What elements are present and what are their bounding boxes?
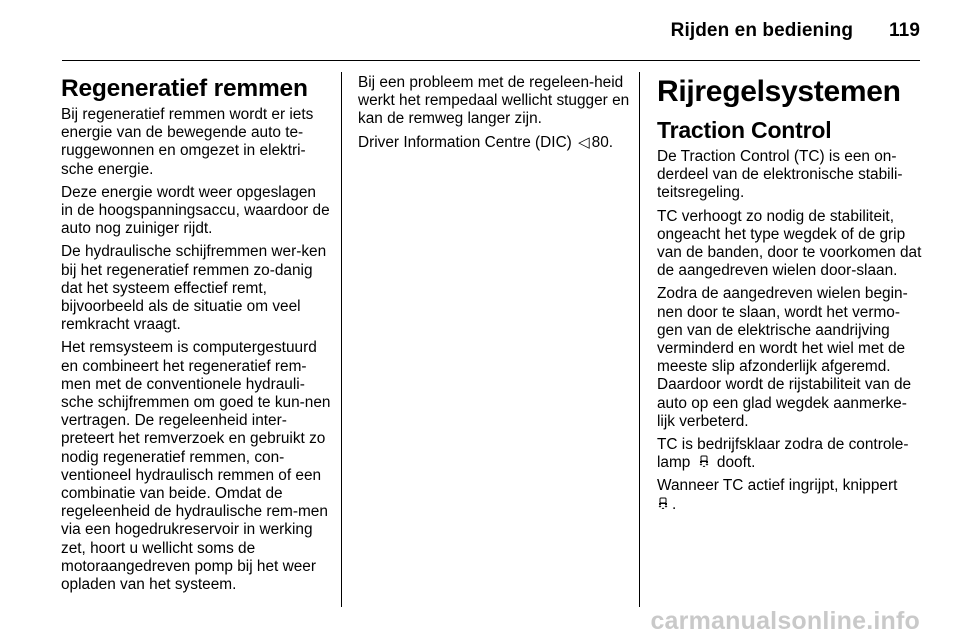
chapter-heading-rijregelsystemen: Rijregelsystemen [657, 75, 901, 108]
paragraph: Bij regeneratief remmen wordt er iets energie van de bewegende auto te-ruggewonnen en omgezet in elektri-sche energie. [61, 106, 314, 178]
reference-page: 80. [591, 133, 614, 151]
paragraph-blinking [657, 477, 922, 513]
column-rijregelsystemen [657, 74, 922, 519]
page-reference-arrow-icon: ◁ [578, 133, 590, 151]
column-regeneratief-remmen [61, 74, 331, 599]
page-number: 119 [889, 20, 920, 41]
section-title: Rijden en bediening [670, 20, 854, 41]
paragraph: Het remsysteem is computergestuurd en combineert het regeneratief rem-men met de conventionele hydrauli-sche schijfremmen om goed te kun-nen vertragen. De regeleenheid inter-preteert het remverzoek en gebruikt zo nodig regeneratief remmen, con-ventioneel hydraulisch remmen of een combinatie van beide. Omdat de regeleenheid de hydraulische rem-men via een hogedrukreservoir in werking zet, hoort u wellicht soms de motoraangedreven pomp bij het weer opladen van het systeem. [61, 339, 331, 594]
text-segment: Wanneer TC actief ingrijpt, knippert [657, 477, 898, 495]
column-divider-2 [639, 72, 640, 607]
paragraph: De Traction Control (TC) is een on-derdeel van de elektronische stabili-teitsregeling. [657, 148, 903, 202]
text-segment: . [672, 495, 677, 513]
column-divider-1 [341, 72, 342, 607]
traction-control-lamp-icon [698, 455, 710, 469]
reference-text: Driver Information Centre (DIC) [358, 133, 572, 151]
text-segment: dooft. [716, 454, 756, 472]
running-header [671, 20, 920, 42]
paragraph: Deze energie wordt weer opgeslagen in de hoogspanningsaccu, waardoor de auto nog zuiniger rijdt. [61, 183, 330, 238]
cross-reference [358, 134, 630, 152]
header-rule [62, 60, 920, 61]
paragraph: Bij een probleem met de regeleen-heid werkt het rempedaal wellicht stugger en kan de remweg langer zijn. [358, 74, 630, 128]
column-continuation [358, 74, 630, 157]
subheading-traction-control: Traction Control [657, 117, 832, 143]
paragraph: Zodra de aangedreven wielen begin-nen door te slaan, wordt het vermo-gen van de elektrische aandrijving verminderd en wordt het wiel met de meeste slip afzonderlijk afgeremd. Daardoor wordt de rijstabiliteit van de auto op een glad wegdek aanmerke-lijk verbeterd. [657, 285, 912, 430]
paragraph: TC verhoogt zo nodig de stabiliteit, ongeacht het type wegdek of de grip van de banden, door te voorkomen dat de aangedreven wielen door-slaan. [657, 207, 922, 280]
traction-control-lamp-icon [657, 497, 669, 511]
text-segment: TC is bedrijfsklaar zodra de controle-lamp [657, 436, 909, 472]
watermark: carmanualsonline.info [650, 607, 920, 635]
paragraph-control-lamp [657, 436, 922, 472]
section-heading-regeneratief-remmen: Regeneratief remmen [61, 75, 308, 102]
paragraph: De hydraulische schijfremmen wer-ken bij het regeneratief remmen zo-danig dat het systeem effectief remt, bijvoorbeeld als de situatie om veel remkracht vraagt. [61, 243, 327, 334]
